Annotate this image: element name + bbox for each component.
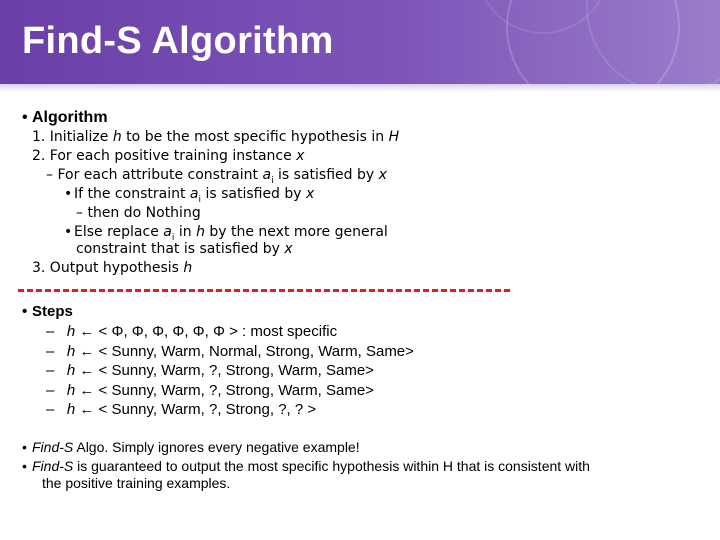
note-2-cont: the positive training examples. (42, 475, 231, 491)
note-1: • Find-S Algo. Simply ignores every negative example! (22, 439, 360, 455)
step-item: – h ← < Φ, Φ, Φ, Φ, Φ, Φ > : most specific (46, 323, 338, 340)
algorithm-condition: • If the constraint $a_i$ is satisfied by x (64, 186, 315, 205)
step-item: – h ← < Sunny, Warm, ?, Strong, Warm, Same> (46, 362, 374, 379)
algorithm-else-cont: constraint that is satisfied by x (76, 241, 293, 257)
algorithm-else: • Else replace $a_i$ in h by the next more general (64, 224, 388, 243)
algorithm-step-2-sub: – For each attribute constraint $a_i$ is satisfied by x (46, 167, 387, 186)
note-2: • Find-S is guaranteed to output the most specific hypothesis within H that is consistent with (22, 458, 590, 474)
algorithm-then: – then do Nothing (76, 205, 201, 221)
algorithm-step-2: 2. For each positive training instance x (32, 148, 305, 164)
step-item: – h ← < Sunny, Warm, ?, Strong, ?, ? > (46, 401, 317, 418)
title-bar (0, 0, 720, 84)
steps-heading: • Steps (22, 303, 73, 320)
algorithm-heading: • Algorithm (22, 109, 108, 126)
step-item: – h ← < Sunny, Warm, Normal, Strong, Warm, Same> (46, 343, 414, 360)
algorithm-step-3: 3. Output hypothesis h (32, 260, 193, 276)
bullet-icon: • (22, 303, 28, 320)
algorithm-step-1: 1. Initialize h to be the most specific hypothesis in H (32, 129, 400, 145)
bullet-icon: • (64, 186, 73, 202)
bullet-icon: • (22, 458, 27, 474)
bullet-icon: • (64, 224, 73, 240)
step-item: – h ← < Sunny, Warm, ?, Strong, Warm, Same> (46, 382, 374, 399)
bullet-icon: • (22, 109, 28, 126)
slide-title: Find-S Algorithm (22, 20, 334, 62)
bullet-icon: • (22, 439, 27, 455)
header-divider (0, 84, 720, 92)
section-divider (18, 289, 510, 292)
